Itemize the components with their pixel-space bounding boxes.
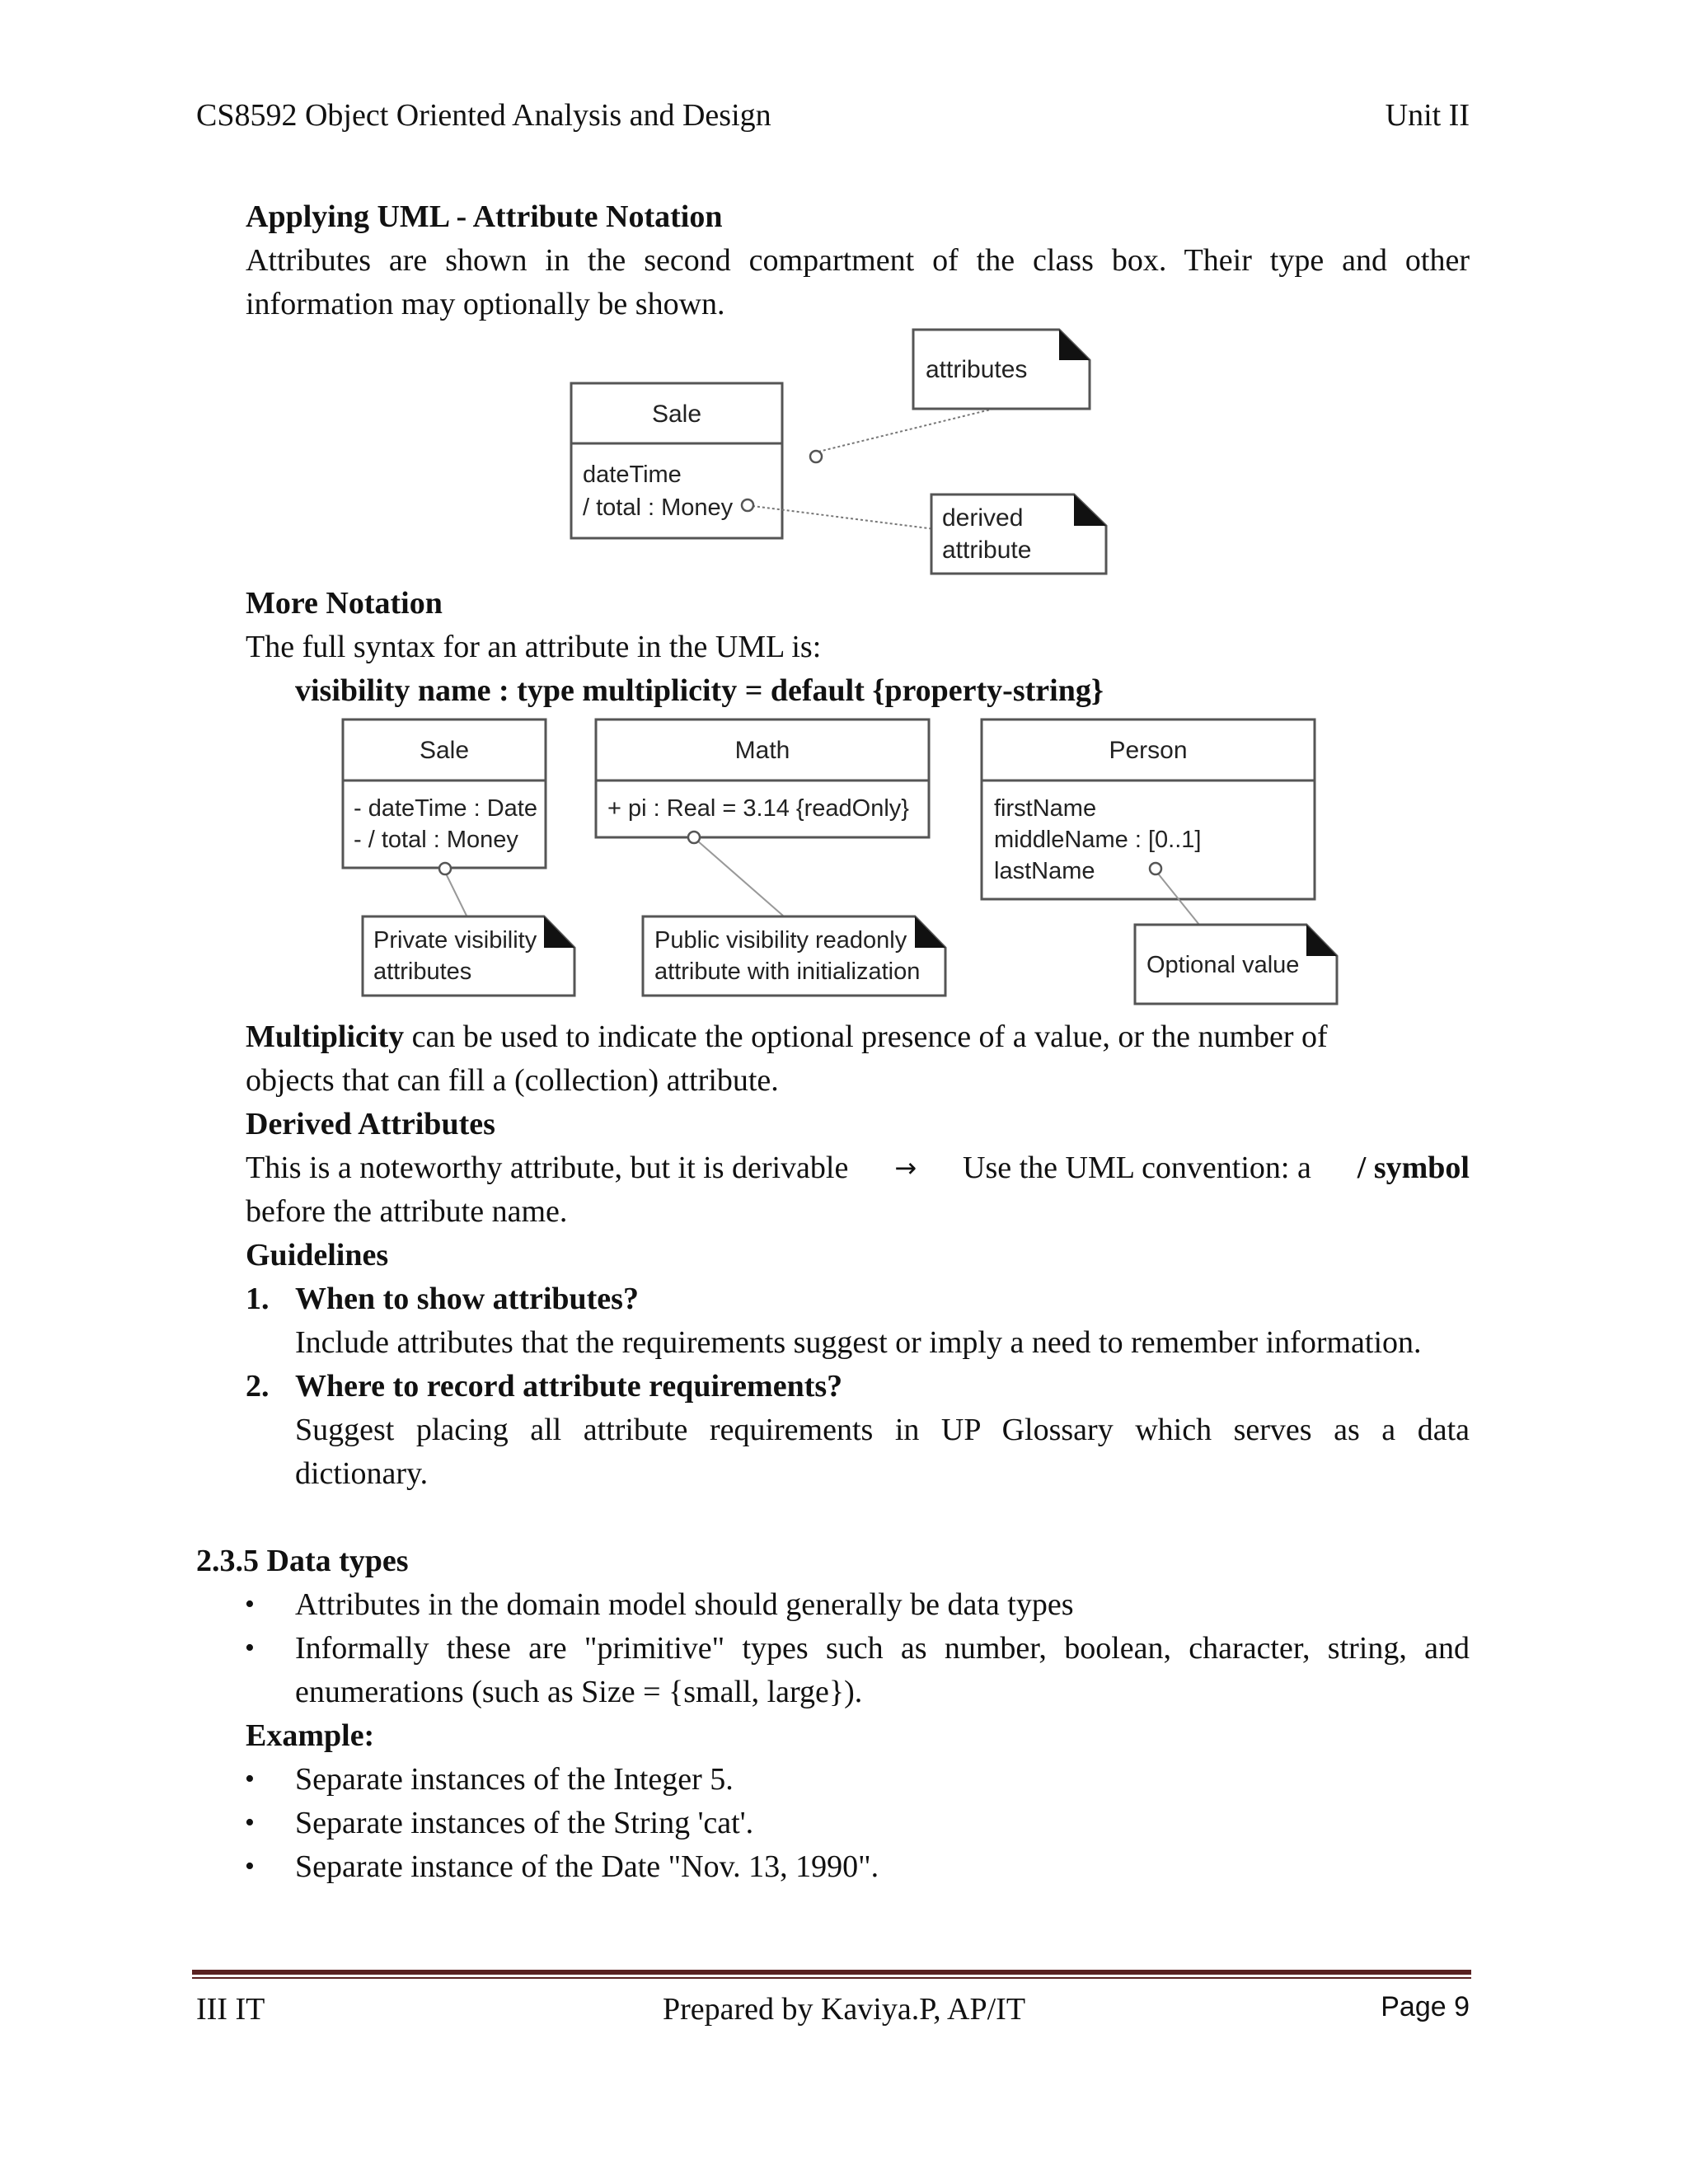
public-note-line1: Public visibility readonly	[654, 927, 907, 954]
bullet-icon: •	[245, 1851, 255, 1882]
public-readonly-note	[643, 916, 945, 996]
bullet-icon: •	[245, 1589, 255, 1619]
bullet-icon: •	[245, 1807, 255, 1838]
footer-rule	[192, 1970, 1471, 1975]
multiplicity-line2: objects that can fill a (collection) attribute.	[246, 1063, 779, 1098]
derived-symbol: / symbol	[1357, 1151, 1470, 1185]
multiplicity-term: Multiplicity	[246, 1019, 405, 1054]
person-class-box	[982, 719, 1315, 899]
attribute-syntax: visibility name : type multiplicity = default {property-string}	[295, 673, 1104, 708]
person-attr-lastname: lastName	[994, 858, 1095, 884]
footer-author: Prepared by Kaviya.P, AP/IT	[662, 1992, 1026, 2027]
section-title-attribute-notation: Applying UML - Attribute Notation	[246, 199, 723, 234]
guidelines-title: Guidelines	[246, 1238, 389, 1272]
sale-class-name: Sale	[651, 401, 702, 428]
footer-page-number: Page 9	[1381, 1991, 1470, 2022]
person-class-name: Person	[1109, 737, 1188, 764]
paragraph-line: Attributes are shown in the second compartment of the class box. Their type and other	[246, 243, 1470, 278]
bullet-icon: •	[245, 1633, 255, 1663]
note-derived-line1: derived	[942, 504, 1024, 532]
guideline-number: 1.	[246, 1282, 270, 1316]
note-derived-line2: attribute	[942, 537, 1032, 564]
private-note-line2: attributes	[373, 958, 472, 985]
public-note-line2: attribute with initialization	[654, 958, 921, 985]
sale-private-class-box	[343, 719, 546, 868]
person-attr-middlename: middleName : [0..1]	[994, 827, 1202, 853]
syntax-intro: The full syntax for an attribute in the UML is:	[246, 630, 822, 664]
footer-class: III IT	[196, 1992, 265, 2027]
guideline-answer: Suggest placing all attribute requirements in UP Glossary which serves as a data	[295, 1413, 1470, 1447]
math-class-box	[596, 719, 929, 837]
footer-rule-thin	[192, 1977, 1471, 1979]
sale-attr-total: / total : Money	[583, 494, 734, 521]
guideline-question: Where to record attribute requirements?	[295, 1369, 843, 1404]
example-item: Separate instances of the Integer 5.	[295, 1762, 734, 1797]
multiplicity-text: can be used to indicate the optional presence of a value, or the number of	[404, 1019, 1328, 1054]
derived-line1	[246, 1146, 1470, 1190]
arrow-right-icon: →	[894, 1152, 917, 1183]
note-attributes-label: attributes	[926, 356, 1028, 383]
example-item: Separate instances of the String 'cat'.	[295, 1806, 754, 1840]
optional-note-label: Optional value	[1146, 952, 1300, 978]
sale2-attr-total: - / total : Money	[354, 827, 518, 853]
derived-text-b: Use the UML convention: a	[963, 1151, 1311, 1185]
derived-text-a: This is a noteworthy attribute, but it is derivable	[246, 1151, 849, 1185]
sale-attr-datetime: dateTime	[583, 462, 682, 488]
sale-class-box	[571, 383, 782, 538]
private-note-line1: Private visibility	[373, 927, 537, 954]
section-title-more-notation: More Notation	[246, 586, 443, 621]
multiplicity-line1	[246, 1015, 1328, 1059]
guideline-answer: dictionary.	[295, 1456, 429, 1491]
header-unit: Unit II	[1385, 98, 1470, 133]
private-visibility-note	[363, 916, 574, 996]
guideline-question: When to show attributes?	[295, 1282, 639, 1316]
derived-line2: before the attribute name.	[246, 1194, 568, 1229]
example-title: Example:	[246, 1718, 375, 1753]
derived-attribute-note	[931, 494, 1106, 574]
attributes-note	[913, 330, 1090, 409]
datatypes-bullet: Informally these are "primitive" types such as number, boolean, character, string, and	[295, 1631, 1470, 1666]
bullet-icon: •	[245, 1764, 255, 1794]
optional-value-note	[1135, 925, 1337, 1004]
header-course-title: CS8592 Object Oriented Analysis and Design	[196, 98, 771, 133]
datatypes-bullet: Attributes in the domain model should generally be data types	[295, 1587, 1074, 1622]
sale2-class-name: Sale	[419, 737, 470, 764]
sale2-attr-datetime: - dateTime : Date	[354, 795, 537, 822]
guideline-answer: Include attributes that the requirements suggest or imply a need to remember information.	[295, 1325, 1422, 1360]
example-item: Separate instance of the Date "Nov. 13, 1990".	[295, 1849, 879, 1884]
math-class-name: Math	[734, 737, 790, 764]
guideline-number: 2.	[246, 1369, 270, 1404]
math-attr-pi: + pi : Real = 3.14 {readOnly}	[607, 795, 909, 822]
section-title-data-types: 2.3.5 Data types	[196, 1544, 409, 1578]
datatypes-bullet-cont: enumerations (such as Size = {small, large}).	[295, 1675, 863, 1709]
person-attr-firstname: firstName	[994, 795, 1097, 822]
derived-attributes-title: Derived Attributes	[246, 1107, 495, 1141]
paragraph-line: information may optionally be shown.	[246, 287, 725, 321]
